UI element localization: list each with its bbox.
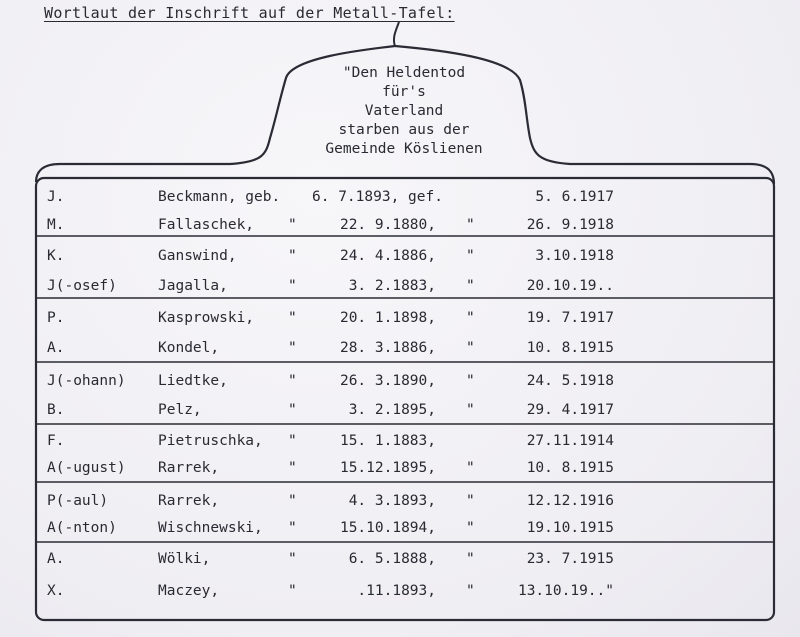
ditto-mark: " (466, 310, 475, 326)
ditto-mark: " (466, 460, 475, 476)
row-initial: F. (47, 433, 65, 449)
row-initial: X. (47, 583, 65, 599)
row-initial: A. (47, 340, 65, 356)
table-row (40, 546, 780, 572)
ditto-mark: " (466, 217, 475, 233)
row-death-date: 24. 5.1918 (526, 373, 614, 389)
table-row (40, 428, 780, 454)
table-row (40, 455, 780, 481)
ditto-mark: " (288, 551, 297, 567)
table-row (40, 273, 780, 299)
row-birth-date: 22. 9.1880, (339, 217, 436, 233)
row-name: Beckmann, geb. (158, 189, 281, 205)
row-name: Jagalla, (158, 278, 228, 294)
row-death-date: 19. 7.1917 (526, 310, 614, 326)
ditto-mark: " (466, 402, 475, 418)
row-death-date: 10. 8.1915 (526, 460, 614, 476)
row-death-date: 26. 9.1918 (526, 217, 614, 233)
table-row (40, 515, 780, 541)
row-initial: A. (47, 551, 65, 567)
row-name: Pietruschka, (158, 433, 263, 449)
row-name: Wölki, (158, 551, 211, 567)
table-row (40, 488, 780, 514)
ditto-mark: " (466, 340, 475, 356)
row-initial: J(-osef) (47, 278, 117, 294)
row-death-date: 3.10.1918 (535, 248, 614, 264)
table-row (40, 368, 780, 394)
row-initial: P(-aul) (47, 493, 109, 509)
row-name: Rarrek, (158, 460, 220, 476)
dome-inscription (300, 64, 508, 159)
table-row (40, 305, 780, 331)
dome-line: für's (382, 84, 426, 100)
table-row (40, 578, 780, 604)
ditto-mark: " (466, 520, 475, 536)
row-initial: J. (47, 189, 65, 205)
row-birth-date: 6. 5.1888, (348, 551, 436, 567)
ditto-mark: " (288, 278, 297, 294)
row-name: Maczey, (158, 583, 220, 599)
ditto-mark: " (288, 460, 297, 476)
dome-line: "Den Heldentod (342, 65, 466, 81)
ditto-mark: " (288, 433, 297, 449)
row-death-date: 23. 7.1915 (526, 551, 614, 567)
ditto-mark: " (466, 278, 475, 294)
row-initial: P. (47, 310, 65, 326)
row-death-date: 12.12.1916 (526, 493, 614, 509)
ditto-mark: " (466, 493, 475, 509)
row-initial: K. (47, 248, 65, 264)
row-death-date: 19.10.1915 (526, 520, 614, 536)
row-death-date: 10. 8.1915 (526, 340, 614, 356)
table-row (40, 335, 780, 361)
row-name: Pelz, (158, 402, 202, 418)
row-name: Kondel, (158, 340, 220, 356)
row-initial: J(-ohann) (47, 373, 126, 389)
ditto-mark: " (288, 520, 297, 536)
table-row (40, 212, 780, 238)
row-birth-date: 26. 3.1890, (339, 373, 436, 389)
row-death-date: 13.10.19.." (517, 583, 614, 599)
row-name: Rarrek, (158, 493, 220, 509)
row-birth-date: 24. 4.1886, (339, 248, 436, 264)
table-row (40, 243, 780, 269)
ditto-mark: " (466, 373, 475, 389)
row-death-date: 29. 4.1917 (526, 402, 614, 418)
row-death-date: 5. 6.1917 (535, 189, 614, 205)
row-birth-date: .11.1893, (357, 583, 436, 599)
row-initial: M. (47, 217, 65, 233)
row-initial: A(-ugust) (47, 460, 126, 476)
row-initial: B. (47, 402, 65, 418)
table-row (40, 184, 780, 210)
row-death-date: 20.10.19.. (526, 278, 614, 294)
ditto-mark: " (288, 402, 297, 418)
row-birth-date: 15.10.1894, (339, 520, 436, 536)
ditto-mark: " (288, 248, 297, 264)
row-birth-date: 3. 2.1895, (348, 402, 436, 418)
ditto-mark: " (288, 583, 297, 599)
row-name: Kasprowski, (158, 310, 255, 326)
row-name: Wischnewski, (158, 520, 263, 536)
inscription-heading: Wortlaut der Inschrift auf der Metall-Tafel: (44, 4, 455, 22)
row-birth-date: 15. 1.1883, (339, 433, 436, 449)
row-birth-date: 3. 2.1883, (348, 278, 436, 294)
table-row (40, 397, 780, 423)
ditto-mark: " (466, 583, 475, 599)
ditto-mark: " (466, 248, 475, 264)
row-name: Ganswind, (158, 248, 237, 264)
row-birth-date: 6. 7.1893, gef. (312, 189, 443, 205)
row-death-date: 27.11.1914 (526, 433, 614, 449)
dome-line: Gemeinde Köslienen (325, 141, 483, 157)
dome-line: starben aus der (338, 122, 470, 138)
dome-line: Vaterland (364, 103, 444, 119)
row-name: Fallaschek, (158, 217, 255, 233)
ditto-mark: " (466, 551, 475, 567)
row-birth-date: 28. 3.1886, (339, 340, 436, 356)
ditto-mark: " (288, 340, 297, 356)
ditto-mark: " (288, 310, 297, 326)
row-initial: A(-nton) (47, 520, 117, 536)
row-name: Liedtke, (158, 373, 228, 389)
row-birth-date: 20. 1.1898, (339, 310, 436, 326)
ditto-mark: " (288, 217, 297, 233)
row-birth-date: 4. 3.1893, (348, 493, 436, 509)
ditto-mark: " (288, 493, 297, 509)
row-birth-date: 15.12.1895, (339, 460, 436, 476)
ditto-mark: " (288, 373, 297, 389)
